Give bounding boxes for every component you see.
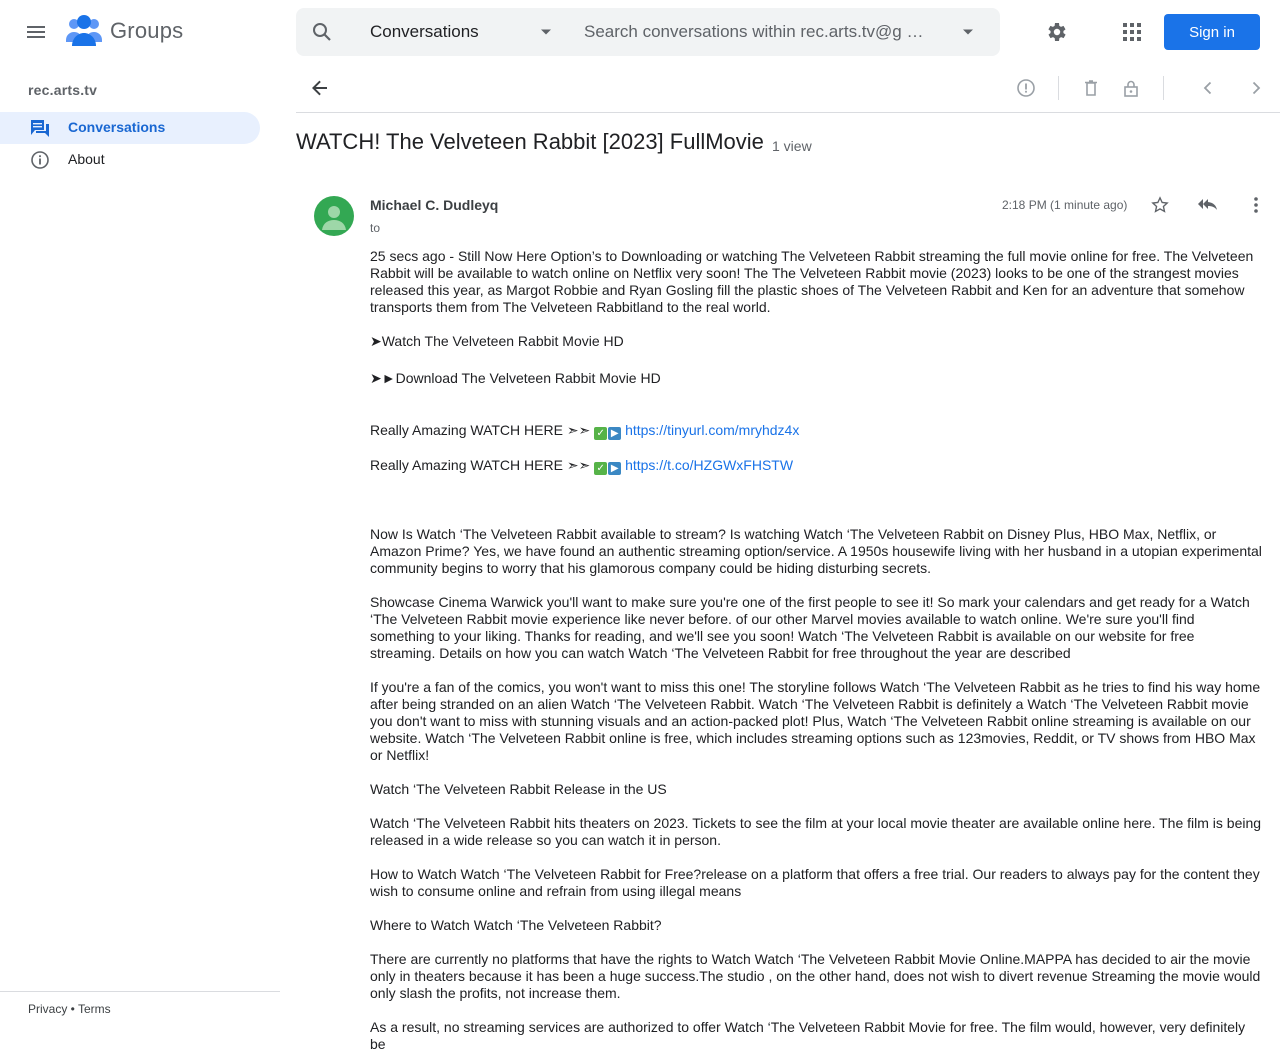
message-paragraph: 25 secs ago - Still Now Here Option’s to Downloading or watching The Velveteen Rabbit streaming the full movie online for free. The Velveteen Rabbit will be available to watch online on Netflix very soon! The The Velveteen Rabbit movie (2023) looks to be one of the strangest movies released this year, as Margot Robbie and Ryan Gosling fill the plastic shoes of The Velveteen Rabbit and Ken for an adventure that somehow transports them from The Velveteen Rabbitland to the real world. — [370, 248, 1254, 315]
message-paragraph: Now Is Watch ‘The Velveteen Rabbit available to stream? Is watching Watch ‘The Velveteen Rabbit on Disney Plus, HBO Max, Netflix, or Amazon Prime? Yes, we have found an authentic streaming option/service. A 1950s housewife living with her husband in a utopian experimental community begins to worry that his glamorous company could be hiding disturbing secrets. — [370, 526, 1262, 576]
group-name[interactable]: rec.arts.tv — [28, 82, 98, 98]
message-timestamp: 2:18 PM (1 minute ago) — [1002, 198, 1128, 212]
watch-hd-line: ➤Watch The Velveteen Rabbit Movie HD — [370, 333, 624, 349]
search-icon — [310, 20, 334, 44]
sidebar-item-label: Conversations — [68, 119, 166, 135]
google-apps-button[interactable] — [1112, 12, 1152, 52]
search-scope-select[interactable] — [370, 8, 560, 56]
reply-all-icon — [1197, 196, 1219, 214]
recipient-line[interactable]: to — [370, 221, 381, 235]
play-button-emoji-icon: ▶ — [608, 427, 621, 440]
download-hd-line: ➤►Download The Velveteen Rabbit Movie HD — [370, 370, 661, 386]
chevron-left-icon — [1198, 78, 1218, 98]
groups-logo-icon — [66, 14, 102, 48]
message-paragraph: If you're a fan of the comics, you won't want to miss this one! The storyline follows Watch ‘The Velveteen Rabbit as he tries to find his way home after being stranded on an alien Watch ‘The Velveteen Rabbit. Watch ‘The Velveteen Rabbit is definitely a Watch ‘The Velveteen Rabbit movie you don't want to miss with stunning visuals and an action-packed plot! Plus, Watch ‘The Velveteen Rabbit online streaming is available on our website. Watch ‘The Velveteen Rabbit online is free, which includes streaming options such as 123movies, Reddit, or TV shows from HBO Max or Netflix! — [370, 679, 1261, 763]
search-scope-label: Conversations — [370, 22, 479, 41]
person-icon — [314, 196, 354, 236]
gear-icon — [1044, 20, 1068, 44]
thread-toolbar — [296, 64, 1280, 113]
sidebar-item-conversations[interactable] — [0, 112, 260, 144]
sign-in-button[interactable]: Sign in — [1164, 14, 1260, 50]
top-app-bar — [0, 0, 1280, 64]
link-prefix: Really Amazing WATCH HERE ➣➣ — [370, 457, 595, 473]
watch-link-2[interactable]: https://t.co/HZGWxFHSTW — [625, 457, 794, 473]
view-count: 1 view — [772, 138, 812, 154]
sidebar — [0, 64, 280, 1024]
link-line-2 — [370, 457, 1262, 475]
sidebar-item-label: About — [68, 151, 105, 167]
search-bar — [296, 8, 1000, 56]
groups-logo[interactable] — [66, 14, 183, 48]
message-paragraph: How to Watch Watch ‘The Velveteen Rabbit for Free?release on a platform that offers a free trial. Our readers to always pay for the content they wish to consume online and refrain from using illegal means — [370, 866, 1260, 899]
message-body — [370, 248, 1262, 1053]
sidebar-footer — [0, 991, 280, 1024]
sidebar-item-about[interactable] — [0, 144, 260, 176]
play-button-emoji-icon: ▶ — [608, 462, 621, 475]
check-mark-emoji-icon: ✓ — [594, 462, 607, 475]
watch-link-1[interactable]: https://tinyurl.com/mryhdz4x — [625, 422, 800, 438]
message-paragraph: As a result, no streaming services are authorized to offer Watch ‘The Velveteen Rabbit Movie for free. The film would, however, very definitely be — [370, 1019, 1246, 1052]
more-vert-icon — [1254, 197, 1258, 213]
chevron-down-icon — [540, 28, 552, 36]
message-paragraph: Watch ‘The Velveteen Rabbit Release in the US — [370, 781, 667, 797]
info-icon — [30, 150, 50, 170]
report-icon — [1016, 78, 1036, 98]
search-options-chevron-icon[interactable] — [962, 28, 974, 36]
previous-thread-button[interactable] — [1188, 68, 1228, 108]
toolbar-divider — [1163, 76, 1164, 100]
groups-logo-text: Groups — [110, 18, 184, 43]
toolbar-divider — [1058, 76, 1059, 100]
report-button[interactable] — [1006, 68, 1046, 108]
message-paragraph: Showcase Cinema Warwick you'll want to make sure you're one of the first people to see it! So mark your calendars and get ready for a Watch ‘The Velveteen Rabbit movie experience like never before. of our other Marvel movies available to watch online. We're sure you'll find something to your liking. Thanks for reading, and we'll see you soon! Watch ‘The Velveteen Rabbit is available on our website for free streaming. Details on how you can watch Watch ‘The Velveteen Rabbit for free throughout the year are described — [370, 594, 1250, 661]
main-menu-button[interactable] — [12, 8, 60, 56]
lock-button[interactable] — [1111, 68, 1151, 108]
star-button[interactable] — [1144, 189, 1176, 221]
message-author[interactable]: Michael C. Dudleyq — [370, 197, 499, 213]
reply-all-button[interactable] — [1192, 189, 1224, 221]
conversations-icon — [30, 118, 50, 138]
terms-link[interactable]: Terms — [78, 1002, 111, 1016]
message-paragraph: There are currently no platforms that have the rights to Watch Watch ‘The Velveteen Rabbit Movie Online.MAPPA has decided to air the movie only in theaters because it has been a huge success.The studio , on the other hand, does not wish to divert revenue Streaming the movie would only slash the profits, not increase them. — [370, 951, 1261, 1001]
check-mark-emoji-icon: ✓ — [594, 427, 607, 440]
search-button[interactable] — [302, 12, 342, 52]
trash-icon — [1081, 78, 1101, 98]
lock-icon — [1121, 78, 1141, 98]
arrow-back-icon — [310, 78, 330, 98]
chevron-right-icon — [1246, 78, 1266, 98]
apps-grid-icon — [1122, 22, 1142, 42]
privacy-link[interactable]: Privacy — [28, 1002, 68, 1016]
next-thread-button[interactable] — [1236, 68, 1276, 108]
link-line-1 — [370, 422, 1262, 440]
hamburger-menu-icon — [24, 20, 48, 44]
thread-title: WATCH! The Velveteen Rabbit [2023] FullMovie — [296, 129, 764, 154]
footer-separator: • — [67, 1002, 78, 1016]
link-prefix: Really Amazing WATCH HERE ➣➣ — [370, 422, 595, 438]
message-paragraph: Where to Watch Watch ‘The Velveteen Rabbit? — [370, 917, 662, 933]
more-options-button[interactable] — [1240, 189, 1272, 221]
settings-button[interactable] — [1036, 12, 1076, 52]
back-button[interactable] — [300, 68, 340, 108]
delete-button[interactable] — [1071, 68, 1111, 108]
star-outline-icon — [1151, 196, 1169, 214]
message-paragraph: Watch ‘The Velveteen Rabbit hits theaters on 2023. Tickets to see the film at your local movie theater are available online here. The film is being released in a wide release so you can watch it in person. — [370, 815, 1262, 848]
avatar[interactable] — [314, 196, 354, 236]
search-input[interactable] — [584, 8, 924, 56]
